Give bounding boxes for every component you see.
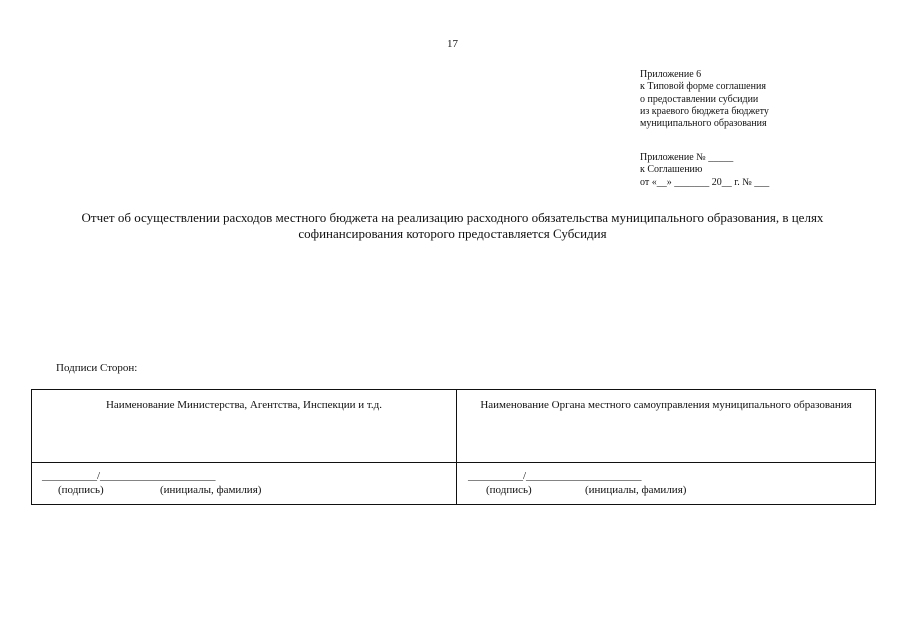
left-signature-line: __________/_____________________ <box>42 470 216 482</box>
right-name-caption: (инициалы, фамилия) <box>585 484 687 496</box>
ministry-name-cell: Наименование Министерства, Агентства, Инспекции и т.д. <box>105 399 382 411</box>
table-divider-horizontal <box>32 462 875 463</box>
agreement-annex-header <box>640 152 769 189</box>
right-signature-line: __________/_____________________ <box>468 470 642 482</box>
annex-line: муниципального образования <box>640 118 767 130</box>
agreement-annex-line: Приложение № _____ <box>640 152 734 163</box>
left-name-caption: (инициалы, фамилия) <box>160 484 262 496</box>
annex-line: о предоставлении субсидии <box>640 93 759 105</box>
annex-header <box>640 69 769 130</box>
agreement-annex-line: от «__» _______ 20__ г. № ___ <box>640 176 770 188</box>
annex-line: Приложение 6 <box>640 69 702 80</box>
signatures-table <box>31 389 876 505</box>
municipality-name-cell: Наименование Органа местного самоуправления муниципального образования <box>480 399 852 411</box>
document-title: Отчет об осуществлении расходов местного бюджета на реализацию расходного обязательства муниципального образования, в целях софинансирования которого предоставляется Субсидия <box>81 210 824 241</box>
left-signature-caption: (подпись) <box>58 484 104 496</box>
annex-line: из краевого бюджета бюджету <box>640 105 769 117</box>
page-number: 17 <box>447 38 458 50</box>
annex-line: к Типовой форме соглашения <box>640 81 766 93</box>
signatures-label: Подписи Сторон: <box>56 362 138 374</box>
agreement-annex-line: к Соглашению <box>640 164 703 176</box>
right-signature-caption: (подпись) <box>486 484 532 496</box>
